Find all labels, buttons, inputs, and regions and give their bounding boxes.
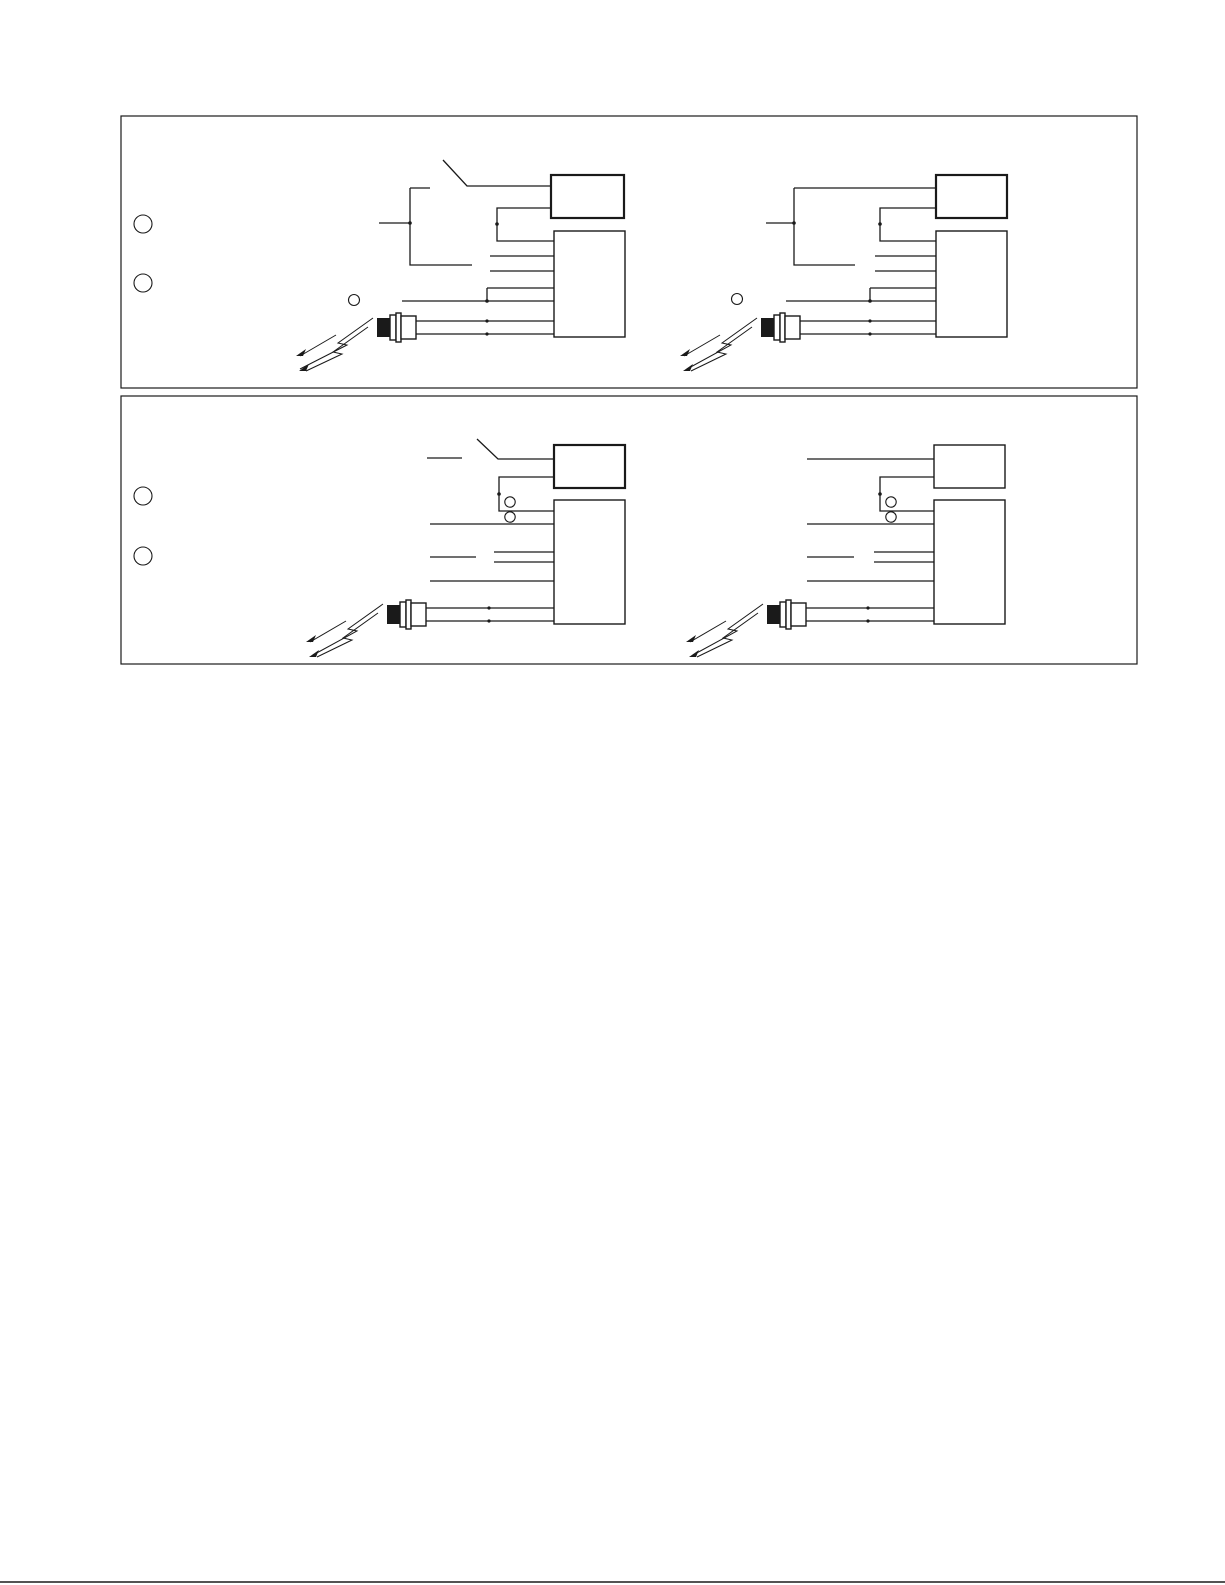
callout-circle <box>134 274 152 292</box>
connector-flange <box>400 602 406 627</box>
signal-arrowhead <box>683 364 693 371</box>
junction-dot <box>866 619 869 622</box>
panel-bottom <box>121 396 1137 664</box>
test-point <box>886 497 896 507</box>
junction-dot <box>868 332 871 335</box>
junction-dot <box>485 332 488 335</box>
junction-dot <box>868 319 871 322</box>
panel-top <box>121 116 1137 388</box>
indicator-lamp <box>732 294 743 305</box>
schematic-bottom-left <box>306 439 625 657</box>
schematic-top-right <box>680 175 1007 371</box>
control-module <box>554 500 625 624</box>
junction-dot <box>792 221 796 225</box>
signal-arrowhead <box>309 650 319 657</box>
junction-dot <box>485 299 489 303</box>
signal-bolt <box>693 604 763 655</box>
connector-flange <box>780 313 785 342</box>
connector-body <box>411 603 426 626</box>
wire <box>497 208 554 241</box>
connector-body <box>791 603 806 626</box>
relay-module <box>554 445 625 488</box>
test-point <box>886 512 896 522</box>
signal-bolt <box>687 318 757 369</box>
junction-dot <box>487 619 490 622</box>
signal-bolt <box>310 621 346 642</box>
junction-dot <box>878 492 882 496</box>
connector-flange <box>780 602 786 627</box>
junction-dot <box>485 319 488 322</box>
signal-bolt <box>313 604 383 655</box>
connector-flange <box>396 313 401 342</box>
signal-arrowhead <box>689 650 699 657</box>
control-module <box>934 500 1005 624</box>
connector-flange <box>786 600 791 629</box>
junction-dot <box>495 222 499 226</box>
junction-dot <box>487 606 490 609</box>
control-module <box>936 231 1007 337</box>
cable <box>806 608 934 621</box>
cable <box>416 321 554 334</box>
junction-dot <box>497 492 501 496</box>
indicator-lamp <box>349 295 360 306</box>
connector-plug <box>767 605 780 624</box>
control-module <box>554 231 625 337</box>
test-point <box>505 512 515 522</box>
cable <box>800 321 936 334</box>
switch-lever <box>477 439 554 459</box>
connector-flange <box>390 315 396 340</box>
wire <box>880 208 936 241</box>
cable <box>426 608 554 621</box>
relay-module <box>936 175 1007 218</box>
signal-arrowhead <box>306 635 316 642</box>
wire <box>874 552 934 562</box>
connector-plug <box>377 318 390 337</box>
connector-flange <box>774 315 780 340</box>
signal-bolt <box>684 335 720 356</box>
callout-circle <box>134 547 152 565</box>
connector-body <box>401 316 416 339</box>
signal-bolt <box>691 327 752 371</box>
connector-plug <box>761 318 774 337</box>
signal-arrowhead <box>686 635 696 642</box>
relay-module <box>934 445 1005 488</box>
schematic-bottom-right <box>686 445 1005 657</box>
junction-dot <box>878 222 882 226</box>
connector-plug <box>387 605 400 624</box>
switch-lever <box>443 160 551 186</box>
wire <box>410 188 472 265</box>
signal-bolt <box>300 318 373 369</box>
callout-circle <box>134 487 152 505</box>
schematic-top-left <box>296 160 625 371</box>
connector-body <box>785 316 800 339</box>
junction-dot <box>868 299 872 303</box>
connector-flange <box>406 600 411 629</box>
signal-bolt <box>690 621 726 642</box>
signal-bolt <box>317 613 378 657</box>
junction-dot <box>866 606 869 609</box>
signal-bolt <box>697 613 758 657</box>
signal-bolt <box>306 327 368 371</box>
relay-module <box>551 175 624 218</box>
callout-circle <box>134 215 152 233</box>
signal-arrowhead <box>680 349 690 356</box>
test-point <box>505 497 515 507</box>
wire <box>794 188 855 265</box>
wire <box>494 552 554 562</box>
junction-dot <box>408 221 412 225</box>
